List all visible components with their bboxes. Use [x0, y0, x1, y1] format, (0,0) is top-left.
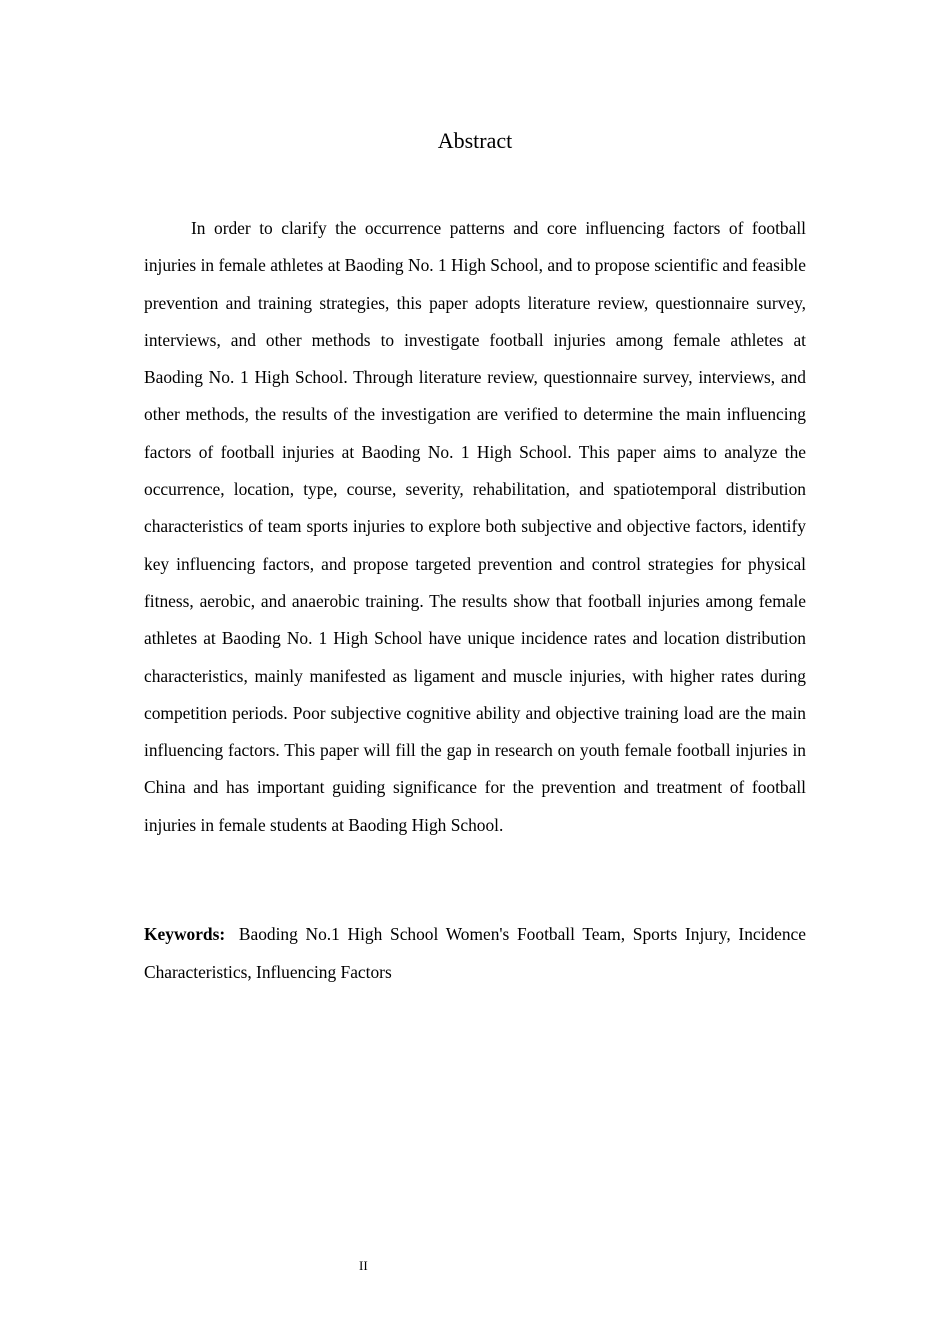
- abstract-paragraph: In order to clarify the occurrence patterns and core influencing factors of football injuries in female athletes at Baoding No. 1 High School, and to propose scientific and feasible prevention and training strategies, this paper adopts literature review, questionnaire survey, interviews, and other methods to investigate football injuries among female athletes at Baoding No. 1 High School. Through literature review, questionnaire survey, interviews, and other methods, the results of the investigation are verified to determine the main influencing factors of football injuries at Baoding No. 1 High School. This paper aims to analyze the occurrence, location, type, course, severity, rehabilitation, and spatiotemporal distribution characteristics of team sports injuries to explore both subjective and objective factors, identify key influencing factors, and propose targeted prevention and control strategies for physical fitness, aerobic, and anaerobic training. The results show that football injuries among female athletes at Baoding No. 1 High School have unique incidence rates and location distribution characteristics, mainly manifested as ligament and muscle injuries, with higher rates during competition periods. Poor subjective cognitive ability and objective training load are the main influencing factors. This paper will fill the gap in research on youth female football injuries in China and has important guiding significance for the prevention and treatment of football injuries in female students at Baoding High School.: [144, 218, 806, 835]
- keywords-text: Baoding No.1 High School Women's Football Team, Sports Injury, Incidence Characteristics, Influencing Factors: [144, 924, 806, 982]
- abstract-title: Abstract: [437, 128, 513, 153]
- keywords-label: Keywords:: [144, 924, 226, 944]
- keywords-paragraph: [144, 916, 806, 991]
- page-number: II: [359, 1258, 368, 1273]
